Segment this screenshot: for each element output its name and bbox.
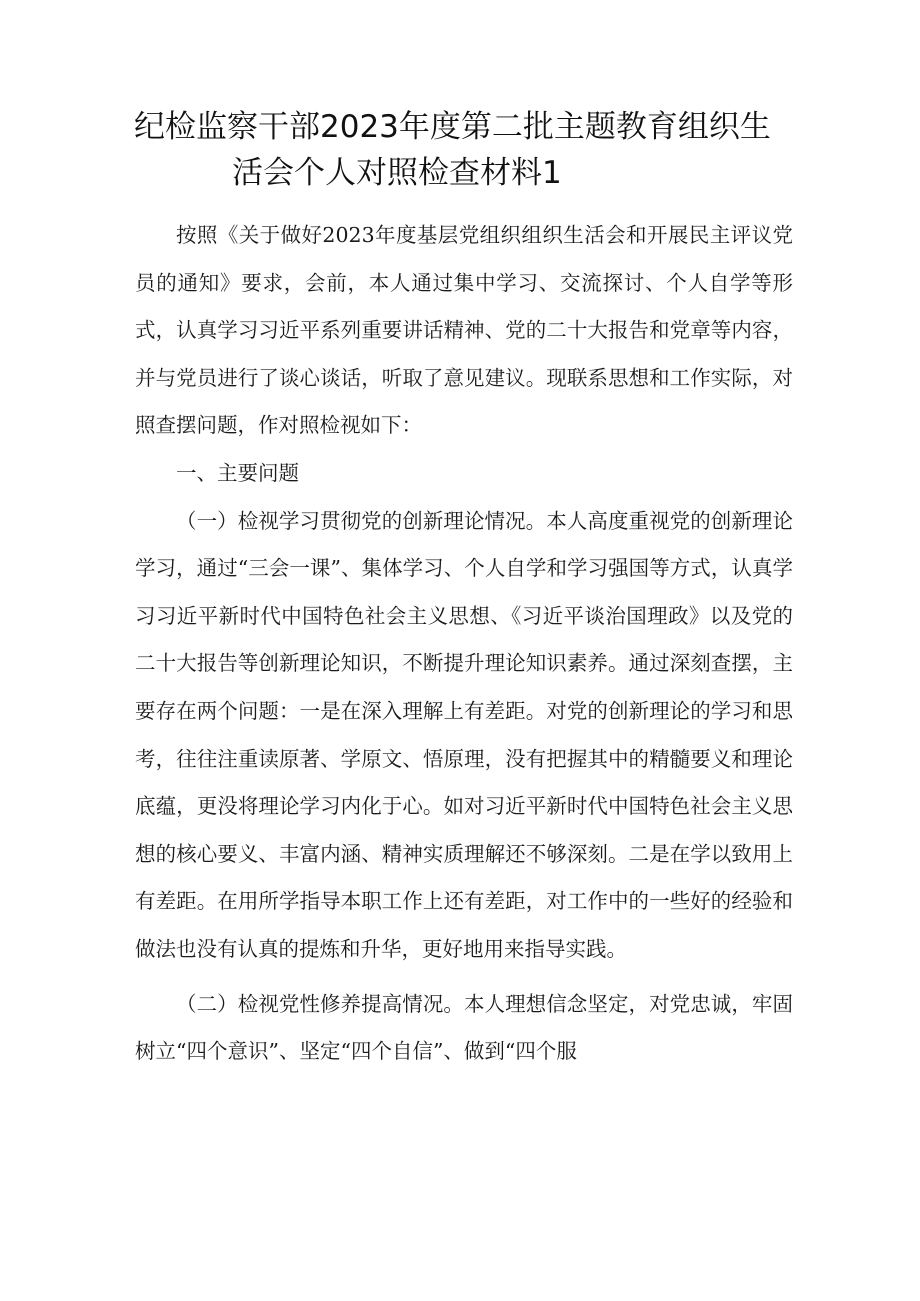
- paragraph-party-spirit: （二）检视党性修养提高情况。本人理想信念坚定，对党忠诚，牢固树立“四个意识”、坚定“四个自信”、做到“四个服: [135, 991, 793, 1064]
- paragraph-study-theory: （一）检视学习贯彻党的创新理论情况。本人高度重视党的创新理论学习，通过“三会一课”、集体学习、个人自学和学习强国等方式，认真学习习近平新时代中国特色社会主义思想、《习近平谈治国理政》以及党的二十大报告等创新理论知识，不断提升理论知识素养。通过深刻查摆，主要存在两个问题：一是在深入理解上有差距。对党的创新理论的学习和思考，往往注重读原著、学原文、悟原理，没有把握其中的精髓要义和理论底蕴，更没将理论学习内化于心。如对习近平新时代中国特色社会主义思想的核心要义、丰富内涵、精神实质理解还不够深刻。二是在学以致用上有差距。在用所学指导本职工作上还有差距，对工作中的一些好的经验和做法也没有认真的提炼和升华，更好地用来指导实践。: [135, 508, 793, 961]
- intro-paragraph: 按照《关于做好2023年度基层党组织组织生活会和开展民主评议党员的通知》要求，会前，本人通过集中学习、交流探讨、个人自学等形式，认真学习习近平系列重要讲话精神、党的二十大报告和党章等内容，并与党员进行了谈心谈话，听取了意见建议。现联系思想和工作实际，对照查摆问题，作对照检视如下：: [135, 223, 793, 438]
- document-body: [135, 212, 793, 1076]
- section-heading-main-issues: 一、主要问题: [176, 460, 299, 485]
- document-title-line-1: 纪检监察干部2023年度第二批主题教育组织生: [134, 109, 771, 145]
- document-title-line-2: 活会个人对照检查材料1: [232, 155, 562, 191]
- document-title: [100, 104, 840, 196]
